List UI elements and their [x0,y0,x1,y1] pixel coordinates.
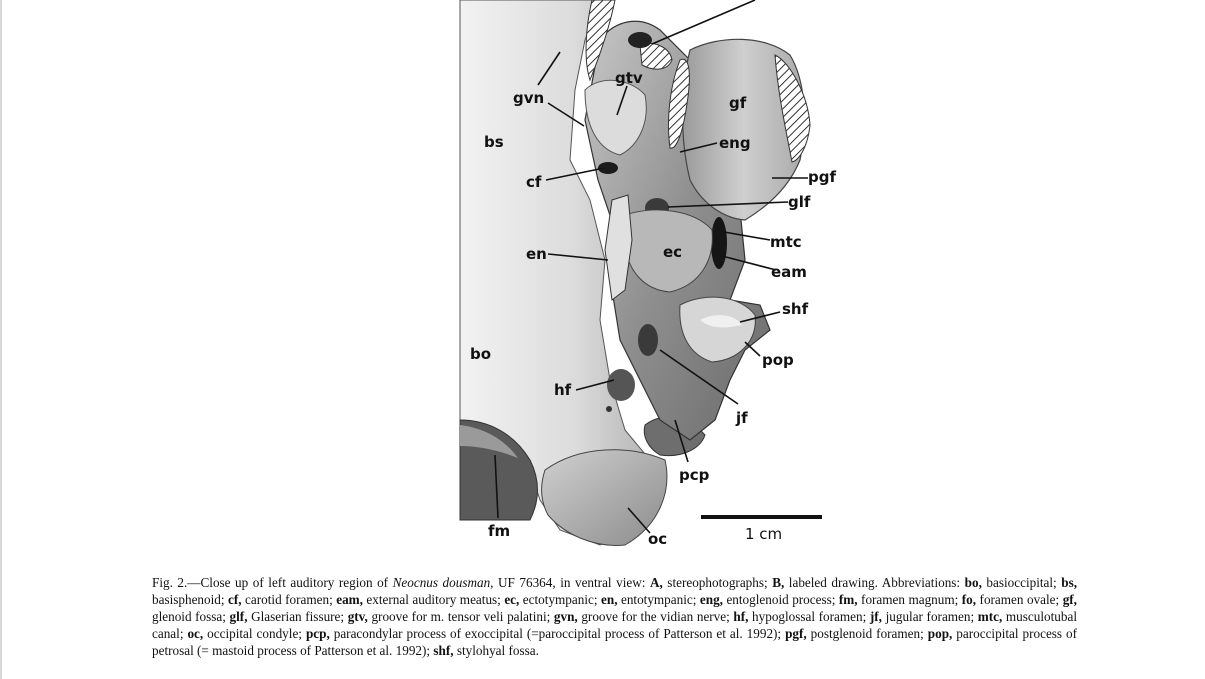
label-mtc: mtc [770,233,802,251]
scale-bar-label: 1 cm [745,525,783,543]
label-shf: shf [782,300,809,318]
label-gtv: gtv [615,69,643,87]
label-bs: bs [484,133,504,151]
label-gf: gf [729,94,747,112]
label-jf: jf [736,409,748,427]
label-en: en [526,245,547,263]
foramen-ovale-hole [628,32,652,48]
label-cf: cf [526,173,542,191]
label-ec: ec [663,243,683,261]
label-hf: hf [554,381,572,399]
jugular-foramen-hole [638,324,658,356]
label-pop: pop [762,351,794,369]
label-pgf: pgf [808,168,837,186]
musculotubal-canal-hole [711,217,727,269]
label-oc: oc [648,530,668,548]
label-pcp: pcp [679,466,710,484]
label-glf: glf [788,193,811,211]
label-eng: eng [719,134,751,152]
label-fm: fm [488,522,511,540]
hypoglossal-foramen-hole [607,369,635,401]
figure-caption: Fig. 2.—Close up of left auditory region of Neocnus dousman, UF 76364, in ventral view: A, stereophotographs; B, labeled drawing. Abbreviations: bo, basioccipital; bs, basisphenoid; cf, carotid foramen; eam, external auditory meatus; ec, ectotympanic; en, entotympanic; eng, entoglenoid process; fm, foramen magnum; fo, foramen ovale; gf, glenoid fossa; glf, Glaserian fissure; gtv, groove for m. tensor veli palatini; gvn, groove for the vidian nerve; hf, hypoglossal foramen; jf, jugular foramen; mtc, musculotubal canal; oc, occipital condyle; pcp, paracondylar process of exoccipital (=paroccipital process of Patterson et al. 1992); pgf, postglenoid foramen; pop, paroccipital process of petrosal (= mastoid process of Patterson et al. 1992); shf, stylohyal fossa. [152,575,1078,658]
label-bo: bo [470,345,492,363]
label-eam: eam [771,263,807,281]
label-gvn: gvn [513,89,545,107]
scale-bar [701,515,822,519]
